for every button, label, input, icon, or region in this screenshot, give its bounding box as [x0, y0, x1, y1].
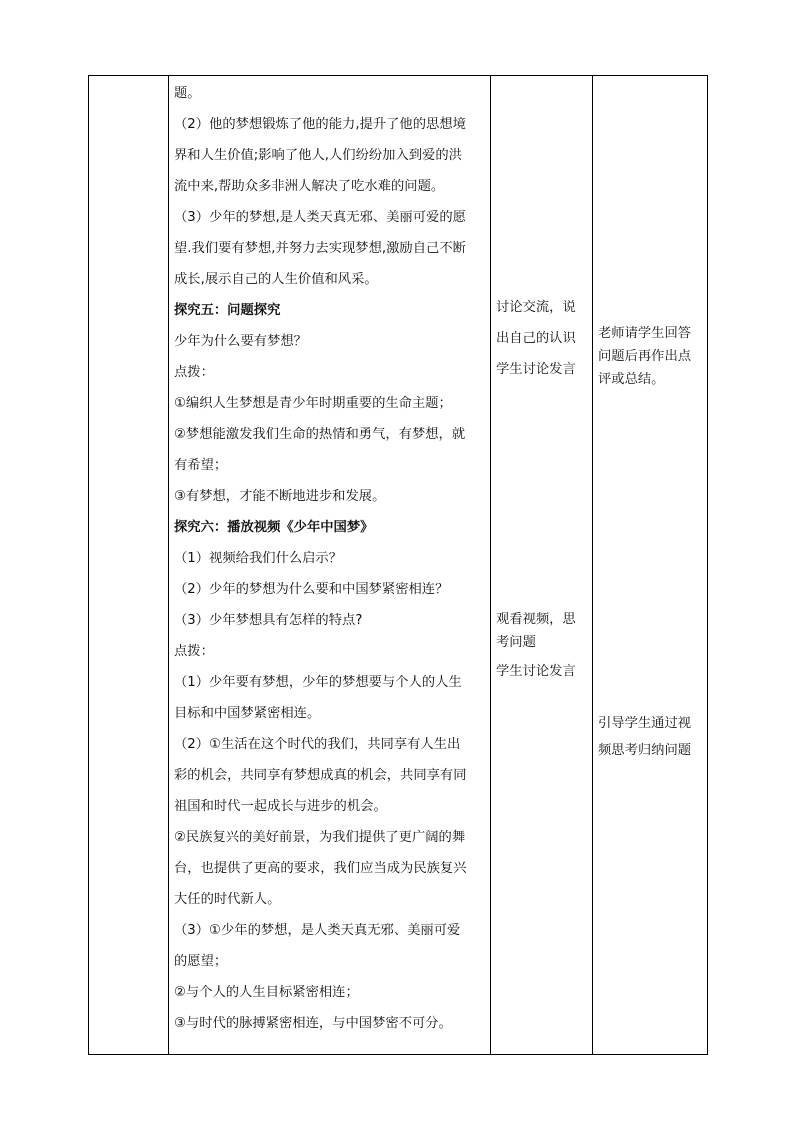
- content-line: 题。: [174, 86, 201, 101]
- content-line: （2）少年的梦想为什么要和中国梦紧密相连？: [174, 582, 449, 597]
- content-line: 望.我们要有梦想,并努力去实现梦想,激励自己不断: [174, 241, 466, 256]
- content-line: （3）①少年的梦想，是人类天真无邪、美丽可爱: [174, 923, 461, 938]
- content-line: （1）视频给我们什么启示？: [174, 551, 343, 566]
- section-heading: 探究六：播放视频《少年中国梦》: [174, 520, 374, 535]
- teacher-activity-line: 引导学生通过视: [598, 716, 692, 731]
- student-activity-line: 出自己的认识: [496, 331, 576, 346]
- content-line: （3）少年梦想具有怎样的特点?: [174, 613, 363, 628]
- teacher-activity-line: 频思考归纳问题: [598, 743, 692, 758]
- content-line: 大任的时代新人。: [174, 892, 281, 907]
- content-line: （3）少年的梦想,是人类天真无邪、美丽可爱的愿: [174, 210, 466, 225]
- empty-first-column-cell: [89, 76, 169, 1055]
- teacher-activity-cell: [593, 76, 708, 1055]
- teacher-activity-line: 问题后再作出点: [598, 349, 692, 364]
- teacher-activity-block-1: [593, 322, 707, 391]
- student-activity-line: 学生讨论发言: [496, 362, 576, 377]
- content-line: 界和人生价值;影响了他人,人们纷纷加入到爱的洪: [174, 148, 462, 163]
- teacher-activity-line: 老师请学生回答: [598, 326, 692, 341]
- lesson-plan-table: [88, 75, 708, 1055]
- content-line: （2）他的梦想锻炼了他的能力,提升了他的思想境: [174, 117, 466, 132]
- teaching-content: [169, 76, 490, 1039]
- content-line: ②与个人的人生目标紧密相连；: [174, 985, 359, 1000]
- section-heading: 探究五：问题探究: [174, 303, 281, 318]
- table-row: [89, 76, 708, 1055]
- content-line: 流中来,帮助众多非洲人解决了吃水难的问题。: [174, 179, 445, 194]
- student-activity-line: 讨论交流，说: [496, 300, 576, 315]
- content-line: 祖国和时代一起成长与进步的机会。: [174, 799, 387, 814]
- content-line: 台，也提供了更高的要求，我们应当成为民族复兴: [174, 861, 467, 876]
- content-line: （1）少年要有梦想，少年的梦想要与个人的人生: [174, 675, 462, 690]
- teacher-activity-block-2: [593, 710, 707, 764]
- student-activity-line: 学生讨论发言: [496, 664, 576, 679]
- content-line: （2）①生活在这个时代的我们，共同享有人生出: [174, 737, 461, 752]
- content-line: 彩的机会，共同享有梦想成真的机会，共同享有同: [174, 768, 467, 783]
- content-line: ①编织人生梦想是青少年时期重要的生命主题；: [174, 396, 452, 411]
- content-line: 点拨：: [174, 365, 214, 380]
- content-line: ②梦想能激发我们生命的热情和勇气，有梦想，就: [174, 427, 466, 442]
- content-line: 少年为什么要有梦想？: [174, 334, 307, 349]
- content-line: 有希望；: [174, 458, 228, 473]
- content-line: 点拨：: [174, 644, 214, 659]
- student-activity-line: 观看视频，思: [496, 612, 576, 627]
- content-line: ③有梦想，才能不断地进步和发展。: [174, 489, 386, 504]
- student-activity-cell: [491, 76, 593, 1055]
- content-line: 成长,展示自己的人生价值和风采。: [174, 272, 378, 287]
- teacher-activity-line: 评或总结。: [598, 372, 665, 387]
- content-line: ③与时代的脉搏紧密相连，与中国梦密不可分。: [174, 1016, 452, 1031]
- student-activity-block-2: [491, 608, 592, 683]
- content-line: ②民族复兴的美好前景，为我们提供了更广阔的舞: [174, 830, 466, 845]
- student-activity-line: 考问题: [496, 635, 536, 650]
- teaching-content-cell: [169, 76, 491, 1055]
- content-line: 的愿望；: [174, 954, 228, 969]
- student-activity-block-1: [491, 296, 592, 381]
- content-line: 目标和中国梦紧密相连。: [174, 706, 321, 721]
